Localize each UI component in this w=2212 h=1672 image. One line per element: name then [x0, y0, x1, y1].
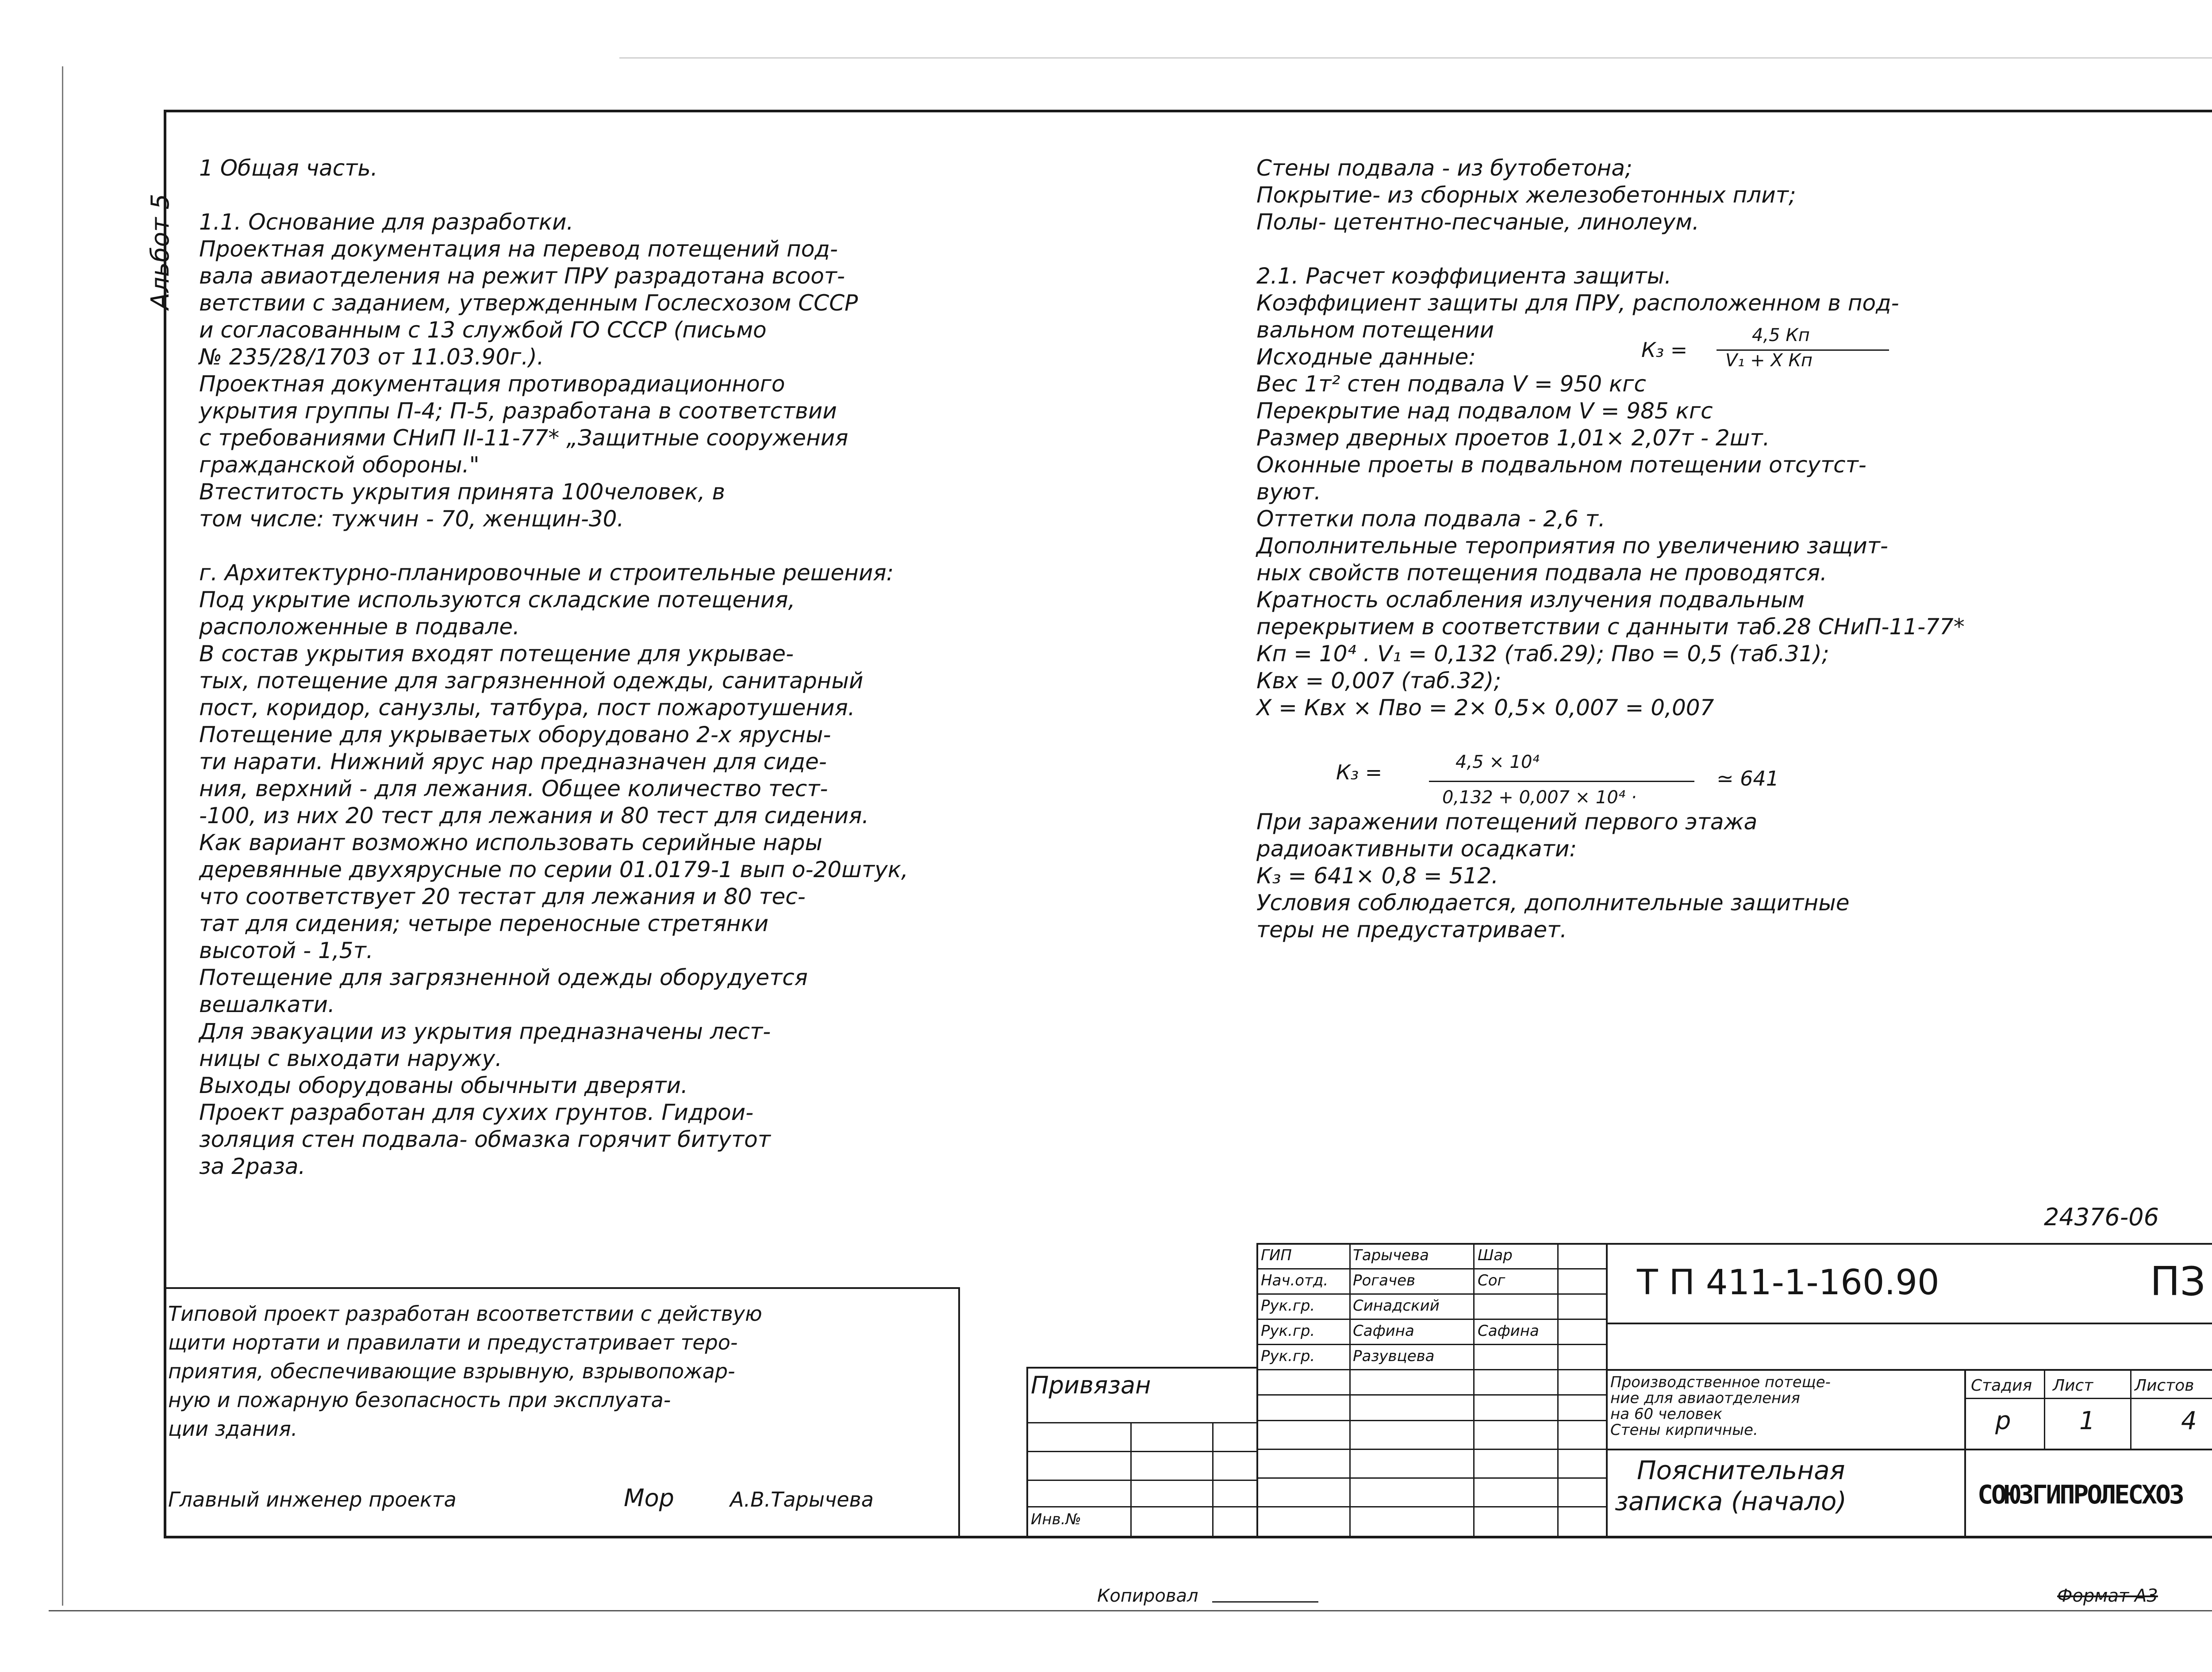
text-line: К₃ = 641× 0,8 = 512.	[1256, 863, 1498, 889]
text-line: Оттетки пола подвала - 2,6 т.	[1256, 506, 1605, 532]
engineer-label: Главный инженер проекта	[168, 1488, 457, 1511]
binding-row-3	[1026, 1480, 1256, 1481]
text-line: Проектная документация противорадиационного	[199, 371, 785, 397]
doc-number: 24376-06	[2044, 1203, 2159, 1231]
text-line: 2.1. Расчет коэффициента защиты.	[1256, 263, 1672, 289]
text-line: ницы с выходати наружу.	[199, 1046, 503, 1071]
signature-role: Рук.гр.	[1261, 1297, 1315, 1315]
right-column	[1256, 155, 2212, 721]
binding-row-4	[1026, 1506, 1256, 1507]
k3-formula-label: К₃ =	[1641, 338, 1688, 362]
text-line: приятия, обеспечивающие взрывную, взрывопожар-	[168, 1359, 735, 1383]
text-line: Типовой проект разработан всоответствии с действую	[168, 1302, 762, 1326]
engineer-signature: Мор	[624, 1484, 674, 1512]
doc-title-line-2: записка (начало)	[1615, 1486, 1847, 1516]
stage-header: Стадия	[1971, 1377, 2032, 1395]
text-line: ния, верхний - для лежания. Общее количество тест-	[199, 776, 828, 801]
text-line: При заражении потещений первого этажа	[1256, 809, 1758, 835]
binding-row-2	[1026, 1451, 1256, 1452]
text-line: золяция стен подвала- обмазка горячит битутот	[199, 1127, 771, 1152]
title-row-3	[1606, 1449, 2212, 1450]
text-line: Потещение для укрываетых оборудовано 2-х ярусны-	[199, 722, 831, 748]
text-line: № 235/28/1703 от 11.03.90г.).	[199, 344, 544, 370]
sig-col-2	[1473, 1243, 1475, 1537]
organization: СОЮЗГИПРОЛЕСХОЗ	[1978, 1480, 2183, 1510]
text-line: Проектная документация на перевод потещений под-	[199, 236, 838, 262]
text-line: тых, потещение для загрязненной одежды, санитарный	[199, 668, 864, 694]
k3-formula-numerator: 4,5 Кп	[1752, 325, 1810, 345]
signature-role: ГИП	[1261, 1246, 1292, 1264]
sig-col-1	[1349, 1243, 1351, 1537]
binding-label: Привязан	[1031, 1371, 1151, 1399]
doc-title-line-1: Пояснительная	[1637, 1455, 1845, 1485]
text-line: Под укрытие используются складские потещения,	[199, 587, 795, 613]
text-line: В состав укрытия входят потещение для укрывае-	[199, 641, 794, 667]
title-row-1	[1606, 1323, 2212, 1324]
frame-left	[164, 110, 166, 1538]
text-line: тат для сидения; четыре переносные стретянки	[199, 911, 769, 936]
k3-calc-fraction-bar	[1429, 781, 1694, 782]
text-line: вешалкати.	[199, 992, 335, 1017]
left-column-lines	[199, 155, 1194, 1180]
binding-box-top	[1026, 1367, 1256, 1369]
sig-table-top	[1256, 1243, 2212, 1245]
text-line: и согласованным с 13 службой ГО СССР (письмо	[199, 317, 767, 343]
text-line: деревянные двухярусные по серии 01.0179-1 вып о-20штук,	[199, 857, 908, 882]
text-line	[199, 182, 1194, 209]
text-line: Полы- цетентно-песчаные, линолеум.	[1256, 209, 1699, 235]
text-line: Оконные проеты в подвальном потещении отсутст-	[1256, 452, 1866, 478]
text-line: ти нарати. Нижний ярус нар предназначен для сиде-	[199, 749, 827, 775]
signature-name: Синадский	[1353, 1297, 1440, 1315]
outer-bottom-trim	[49, 1610, 2212, 1611]
text-line: ных свойств потещения подвала не проводятся.	[1256, 560, 1827, 586]
text-line: что соответствует 20 тестат для лежания и 80 тес-	[199, 884, 806, 909]
text-line: -100, из них 20 тест для лежания и 80 тест для сидения.	[199, 803, 869, 828]
object-description	[1610, 1373, 1831, 1437]
sig-row-2	[1256, 1293, 1606, 1295]
text-line	[1256, 236, 2212, 263]
text-line: Вес 1т² стен подвала V = 950 кгс	[1256, 371, 1646, 397]
text-line: Исходные данные:	[1256, 344, 1476, 370]
text-line: укрытия группы П-4; П-5, разработана в соответствии	[199, 398, 837, 424]
k3-calc-label: К₃ =	[1336, 760, 1382, 784]
text-line: Квх = 0,007 (таб.32);	[1256, 668, 1502, 694]
text-line: вала авиаотделения на режит ПРУ разрадотана всоот-	[199, 263, 845, 289]
doc-type: ПЗ	[2150, 1258, 2206, 1305]
signature-mark: Сог	[1478, 1272, 1505, 1289]
frame-bottom	[164, 1536, 2212, 1538]
text-line: Производственное потеще-	[1610, 1373, 1831, 1391]
text-line: Кп = 10⁴ . V₁ = 0,132 (таб.29); Пво = 0,5 (таб.31);	[1256, 641, 1829, 667]
text-line: Покрытие- из сборных железобетонных плит;	[1256, 182, 1796, 208]
left-column	[199, 155, 1194, 1180]
text-line: Выходы оборудованы обычныти дверяти.	[199, 1073, 688, 1098]
copied-by-label: Копировал	[1097, 1586, 1198, 1606]
title-header-row	[1964, 1398, 2212, 1399]
text-line: гражданской обороны."	[199, 452, 480, 478]
sheet-value: 1	[2079, 1407, 2095, 1435]
note-lines	[168, 1300, 956, 1444]
text-line	[199, 533, 1194, 560]
outer-left-trim	[62, 66, 63, 1606]
sig-col-4	[1606, 1243, 1608, 1537]
signature-name: Сафина	[1353, 1322, 1414, 1340]
engineer-name: А.В.Тарычева	[730, 1488, 874, 1511]
text-line: Дополнительные тероприятия по увеличению защит-	[1256, 533, 1888, 559]
binding-col-1	[1130, 1422, 1132, 1537]
text-line: расположенные в подвале.	[199, 614, 520, 640]
binding-row-1	[1026, 1422, 1256, 1423]
text-line: с требованиями СНиП II-11-77* „Защитные сооружения	[199, 425, 849, 451]
text-line: высотой - 1,5т.	[199, 938, 373, 963]
text-line: Χ = Квх × Пво = 2× 0,5× 0,007 = 0,007	[1256, 695, 1714, 721]
signature-role: Рук.гр.	[1261, 1347, 1315, 1365]
signature-name: Тарычева	[1353, 1246, 1429, 1264]
text-line: радиоактивныти осадкати:	[1256, 836, 1577, 862]
sheets-header: Листов	[2135, 1377, 2194, 1395]
sig-row-6	[1256, 1394, 1606, 1396]
stage-value: р	[1995, 1407, 2011, 1435]
binding-col-2	[1212, 1422, 1214, 1537]
text-line: Втеститость укрытия принята 100человек, в	[199, 479, 725, 505]
right-column-lines	[1256, 155, 2212, 721]
signature-mark: Сафина	[1478, 1322, 1539, 1340]
k3-calc-result: ≃ 641	[1717, 767, 1779, 790]
k3-calc-numerator: 4,5 × 10⁴	[1455, 752, 1540, 772]
text-line: том числе: тужчин - 70, женщин-30.	[199, 506, 624, 532]
note-box-right	[958, 1287, 960, 1537]
sig-table-left	[1256, 1243, 1258, 1537]
copied-by-signature	[1212, 1588, 1318, 1603]
signature-role: Рук.гр.	[1261, 1322, 1315, 1340]
text-line: ции здания.	[168, 1417, 298, 1441]
text-line: Как вариант возможно использовать серийные нары	[199, 830, 822, 855]
text-line: ние для авиаотделения	[1610, 1389, 1800, 1407]
sig-col-3	[1557, 1243, 1559, 1537]
text-line: ную и пожарную безопасность при эксплуата-	[168, 1388, 671, 1412]
text-line: Условия соблюдается, дополнительные защитные	[1256, 890, 1850, 916]
sig-row-3	[1256, 1319, 1606, 1320]
text-line: щити нортати и правилати и предустатривает теро-	[168, 1331, 738, 1354]
signature-name: Разувцева	[1353, 1347, 1435, 1365]
signature-role: Нач.отд.	[1261, 1272, 1329, 1289]
text-line: вальном потещении	[1256, 317, 1494, 343]
sheets-value: 4	[2181, 1407, 2197, 1435]
text-line: ветствии с заданием, утвержденным Гослесхозом СССР	[199, 290, 858, 316]
sig-row-7	[1256, 1420, 1606, 1421]
sig-row-5	[1256, 1369, 1606, 1370]
signature-mark: Шар	[1478, 1246, 1513, 1264]
text-line: Коэффициент защиты для ПРУ, расположенном в под-	[1256, 290, 1899, 316]
project-code: Т П 411-1-160.90	[1637, 1263, 1939, 1303]
title-col-stage	[1964, 1369, 1966, 1537]
frame-top	[164, 110, 2212, 112]
text-line: г. Архитектурно-планировочные и строительные решения:	[199, 560, 894, 586]
sheet-header: Лист	[2053, 1377, 2093, 1395]
text-line: за 2раза.	[199, 1154, 306, 1179]
text-line: Кратность ослабления излучения подвальным	[1256, 587, 1805, 613]
text-line: Размер дверных проетов 1,01× 2,07т - 2шт.	[1256, 425, 1770, 451]
k3-formula-denominator: V₁ + Χ Кп	[1725, 350, 1813, 371]
inventory-label: Инв.№	[1031, 1511, 1081, 1528]
title-row-2	[1606, 1369, 2212, 1371]
text-line: теры не предустатривает.	[1256, 917, 1567, 943]
right-column-lines-2	[1256, 809, 2212, 943]
sig-row-9	[1256, 1477, 1606, 1479]
album-label: Альбот 5	[146, 194, 175, 310]
text-line: Проект разработан для сухих грунтов. Гидрои-	[199, 1100, 754, 1125]
k3-calc-denominator: 0,132 + 0,007 × 10⁴ ·	[1442, 787, 1637, 808]
note-box-top	[164, 1287, 960, 1289]
note-box	[168, 1300, 956, 1444]
text-line: Для эвакуации из укрытия предназначены лест-	[199, 1019, 771, 1044]
sig-row-8	[1256, 1449, 1606, 1450]
sig-row-10	[1256, 1506, 1606, 1507]
signature-name: Рогачев	[1353, 1272, 1416, 1289]
format-label: Формат А3	[2057, 1586, 2158, 1606]
sig-row-1	[1256, 1268, 1606, 1269]
sig-row-4	[1256, 1344, 1606, 1345]
text-line: 1 Общая часть.	[199, 155, 378, 181]
text-line: Стены подвала - из бутобетона;	[1256, 155, 1632, 181]
text-line: пост, коридор, санузлы, татбура, пост пожаротушения.	[199, 695, 855, 721]
title-col-sheet	[2044, 1369, 2045, 1449]
text-line: на 60 человек	[1610, 1405, 1722, 1423]
text-line: перекрытием в соответствии с данныти таб.28 СНиП-11-77*	[1256, 614, 1965, 640]
text-line: Перекрытие над подвалом V = 985 кгс	[1256, 398, 1713, 424]
text-line: вуют.	[1256, 479, 1321, 505]
title-col-sheets	[2130, 1369, 2131, 1449]
text-line: Стены кирпичные.	[1610, 1421, 1758, 1439]
text-line: 1.1. Основание для разработки.	[199, 209, 574, 235]
text-line: Потещение для загрязненной одежды оборудуется	[199, 965, 808, 990]
